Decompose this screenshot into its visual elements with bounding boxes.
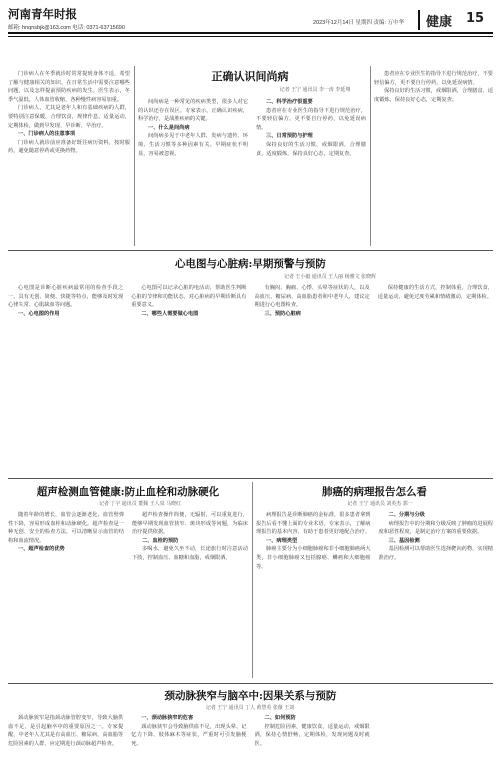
bottom-byline: 记者 王宁 通讯员 丁人 黄慧英 张薇 王刘 [205,705,295,711]
paragraph: 门诊病人，尤其是老年人和有基础疾病的人群，要特别注意保暖，合理饮食，规律作息，适量运动，定期体检，做到早发现、早诊断、早治疗。 [8,105,130,129]
paragraph: 保持良好的生活习惯，戒烟限酒，合理膳食，适度锻炼，保持良好心态，定期复查。 [256,141,366,157]
feature-title: 正确认识间尚病 [211,70,289,83]
subheading: 三、基因检测 [388,537,420,544]
subheading: 二、分期与分级 [388,512,425,518]
section-name: 健康 [426,15,453,30]
subheading: 二、科学治疗很重要 [266,99,313,105]
section-divider [8,683,493,684]
paragraph: 颈动脉狭窄是指颈动脉管腔变窄，导致大脑供血不足，是引起脑卒中的重要原因之一。专家提醒，中老年人尤其是有高血压、糖尿病、高血脂等危险因素的人群，应定期进行颈动脉超声检查。 [8,715,124,747]
page-number: 15 [466,11,485,26]
bottom-right-article-body [256,511,493,679]
paragraph: 随着年龄的增长，血管会逐渐老化，血管壁弹性下降，容易形成血栓和动脉硬化。超声检查是一种无创、安全的检查方法，可以清晰显示血管的结构和血流情况。 [8,512,124,544]
paragraph: 患者应在专业医生的指导下进行规范治疗，不要轻信偏方，更不要自行停药，以免延误病情。 [374,71,493,86]
paragraph: 病理报告中的分期和分级反映了肿瘤的进展程度和恶性程度，是制定治疗方案的重要依据。 [378,520,493,536]
section-divider [8,478,493,479]
feature-article-body [138,98,366,243]
section-divider [8,250,493,251]
subheading: 三、预防心脏病 [264,310,301,317]
middle-byline: 记者 王小毅 通讯员 王人丽 杨雅文 张晓辉 [284,274,376,280]
subheading: 一、超声检查的优势 [18,546,65,553]
section-label [418,10,495,30]
paragraph: 间尚病多见于中老年人群，发病与遗传、环境、生活习惯等多种因素有关。早期症状不明显，容易被忽视。 [138,133,248,157]
masthead-rule-thin [8,36,493,37]
bottom-right-byline: 记者 王宁 通讯员 刘英杰 郭一 [347,501,413,507]
paragraph: 多喝水，避免久坐不动，长途旅行时注意活动下肢，控制血压、血糖和血脂，戒烟限酒。 [132,546,248,561]
column-divider [134,66,135,246]
paragraph: 肺癌主要分为小细胞肺癌和非小细胞肺癌两大类，非小细胞肺癌又包括腺癌、鳞癌和大细胞癌等。 [256,546,371,570]
subheading: 一、病理类型 [266,537,298,544]
masthead-rule [8,32,493,34]
paragraph: 保持健康的生活方式，控制体重，合理饮食，适量运动，避免过度劳累和情绪激动，定期体检。 [377,285,493,300]
bottom-left-article-body [8,511,248,679]
masthead [8,6,493,48]
subheading: 二、血栓的预防 [142,537,179,544]
subheading: 一、门诊病人的注意事项 [18,131,76,138]
subheading: 一、什么是间尚病 [148,124,190,131]
paper-name: 河南青年时报 [8,7,77,21]
bottom-article-body [8,714,493,772]
feature-article-continued [374,70,493,240]
paragraph: 心电图是诊断心脏疾病最常用的检查手段之一，具有无创、简便、快捷等特点，能够及时发现心律失常、心肌缺血等问题。 [8,285,124,309]
paragraph: 门诊病人在冬季就诊时常常提到身体不适，希望了解与健康相关的知识，在日常生活中需要注意哪些问题，以及怎样提前预防疾病的发生。医生表示，冬季气温低，人体血管收缩，各种慢性病容易加重。 [8,71,130,103]
paragraph: 患者应在专业医生的指导下进行规范治疗，不要轻信偏方，更不要自行停药，以免延误病情。 [256,107,366,131]
subheading: 二、如何预防 [264,715,296,721]
paragraph: 间尚病是一种常见的疾病类型，很多人对它的认识还存在误区。专家表示，正确认识疾病，科学治疗，是战胜疾病的关键。 [138,99,248,123]
column-divider [252,482,253,678]
paragraph: 基因检测可以帮助医生选择靶向药物，实现精准治疗。 [378,546,493,561]
paragraph: 颈动脉狭窄会导致脑供血不足，出现头晕、记忆力下降、肢体麻木等症状，严重时可引发脑梗死。 [131,723,247,747]
top-left-article [8,70,130,240]
bottom-right-title: 肺癌的病理报告怎么看 [322,486,427,498]
paragraph: 有胸闷、胸痛、心悸、头晕等症状的人，以及高血压、糖尿病、高血脂患者和中老年人，建议定期进行心电图检查。 [254,285,370,309]
paragraph: 控制危险因素，健康饮食，适量运动，戒烟限酒，保持心情舒畅，定期体检，发现问题及时就医。 [254,723,370,747]
middle-article-body [8,284,493,474]
paragraph: 门诊病人就诊前应准备好既往病历资料，按时服药，避免随意停药或更换药物。 [8,139,130,155]
column-divider [370,66,371,246]
subheading: 一、颈动脉狭窄的危害 [141,715,194,721]
bottom-left-title: 超声检测血管健康:防止血栓和动脉硬化 [36,486,220,498]
paragraph: 保持良好的生活习惯，戒烟限酒，合理膳食，适度锻炼，保持良好心态，定期复查。 [374,88,493,103]
subheading: 三、日常预防与护理 [266,133,313,140]
subheading: 一、心电图的作用 [18,310,60,317]
paragraph: 超声检查操作简便，无辐射，可以重复进行，能够早期发现血管狭窄、斑块形成等问题，为临床治疗提供依据。 [132,512,248,536]
paragraph: 心电图可以记录心脏的电活动，帮助医生判断心脏的节律和功能状态，对心脏病的早期诊断具有重要意义。 [131,285,247,309]
bottom-left-byline: 记者 丁宇 通讯员 董佩 王人泉 马晓红 [99,501,181,507]
paragraph: 病理报告是诊断肺癌的金标准，很多患者拿到报告后看不懂上面的专业术语。专家表示，了解病理报告的基本内容，有助于患者更好地配合治疗。 [256,512,371,536]
contact-line: 邮箱: hnqnsbjk@163.com 电话: 0371-63715690 [8,25,125,31]
subheading: 二、哪些人需要做心电图 [141,310,199,317]
middle-title: 心电图与心脏病:早期预警与预防 [175,258,326,270]
bottom-title: 颈动脉狭窄与脑卒中:因果关系与预防 [164,690,337,702]
date-line: 2023年12月14日 星期四 责编: 万中华 [313,20,405,26]
feature-byline: 记者 王宁 通讯员 李一涛 李延翔 [279,87,351,93]
